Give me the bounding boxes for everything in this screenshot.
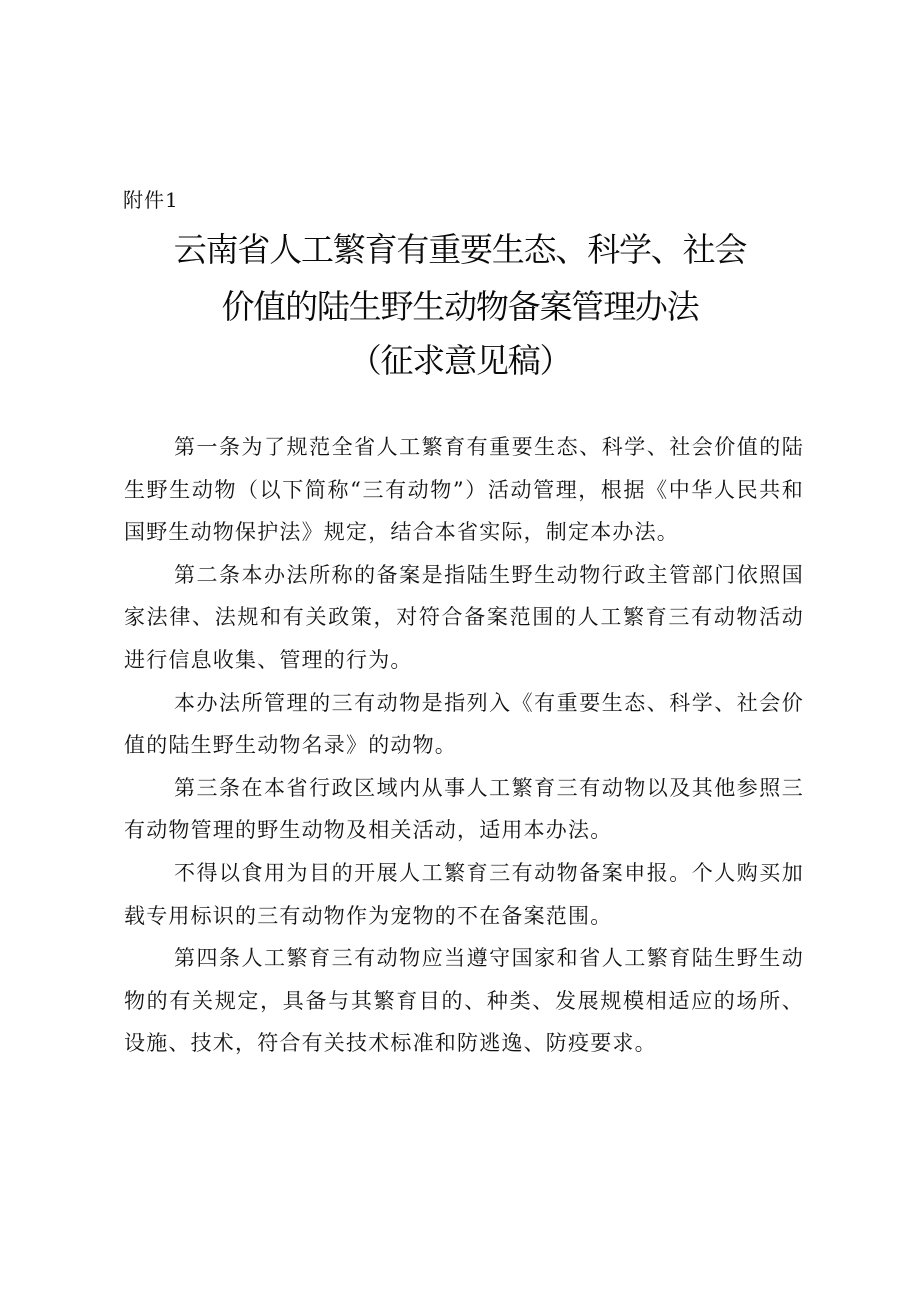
article-4-paragraph: 第四条人工繁育三有动物应当遵守国家和省人工繁育陆生野生动物的有关规定，具备与其繁育目的、种类、发展规模相适应的场所、设施、技术，符合有关技术标准和防逃逸、防疫要求。 [124, 946, 804, 1056]
article-2-scope-paragraph: 本办法所管理的三有动物是指列入《有重要生态、科学、社会价值的陆生野生动物名录》的动物。 [124, 690, 804, 758]
article-2-paragraph: 第二条本办法所称的备案是指陆生野生动物行政主管部门依照国家法律、法规和有关政策，对符合备案范围的人工繁育三有动物活动进行信息收集、管理的行为。 [124, 562, 804, 672]
document-title-line-1: 云南省人工繁育有重要生态、科学、社会 [173, 230, 747, 269]
attachment-label: 附件1 [123, 188, 179, 212]
document-title-line-3: （征求意见稿） [348, 341, 572, 380]
article-3-exclusion-paragraph: 不得以食用为目的开展人工繁育三有动物备案申报。个人购买加载专用标识的三有动物作为宠物的不在备案范围。 [124, 860, 804, 928]
article-3-paragraph: 第三条在本省行政区域内从事人工繁育三有动物以及其他参照三有动物管理的野生动物及相关活动，适用本办法。 [124, 775, 804, 843]
document-title-line-2: 价值的陆生野生动物备案管理办法 [221, 287, 699, 326]
document-body [124, 426, 804, 1065]
article-1-paragraph: 第一条为了规范全省人工繁育有重要生态、科学、社会价值的陆生野生动物（以下简称“三有动物”）活动管理，根据《中华人民共和国野生动物保护法》规定，结合本省实际，制定本办法。 [124, 435, 804, 545]
